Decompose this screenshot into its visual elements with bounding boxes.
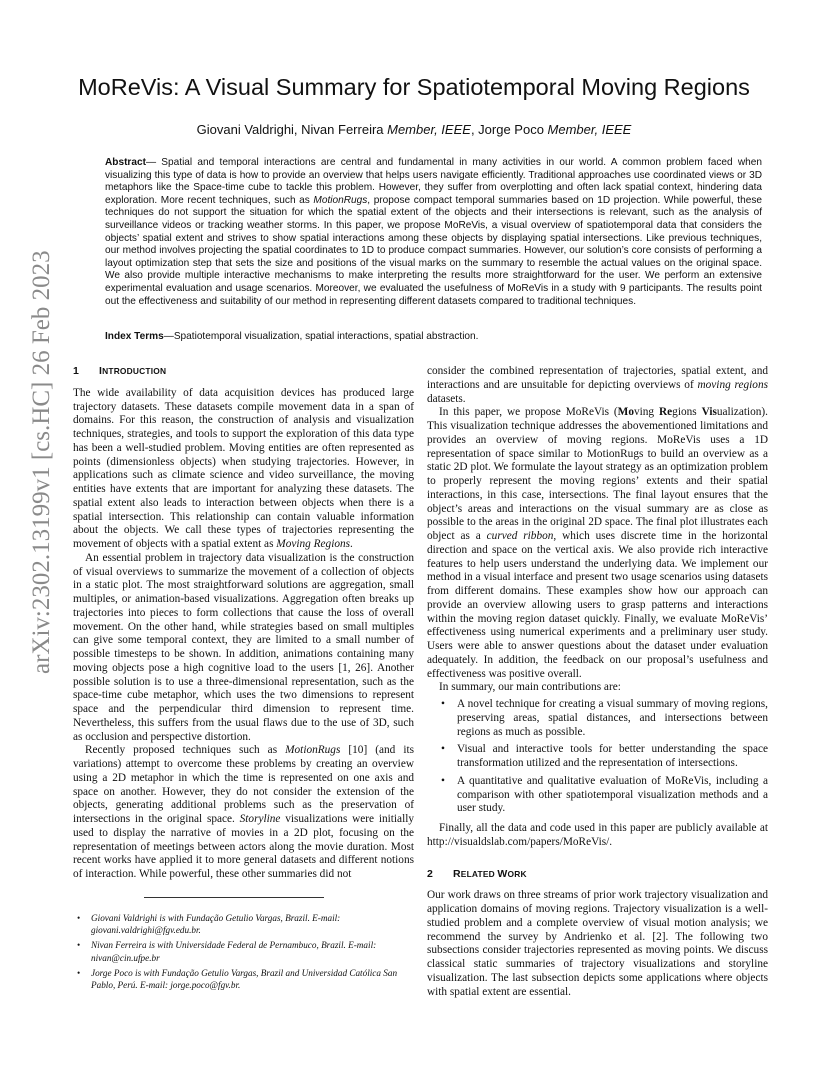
intro-paragraph-4	[427, 406, 768, 681]
bold-letters: Vis	[701, 406, 717, 419]
author-membership-2: Member, IEEE	[547, 122, 632, 137]
bold-letters: Re	[658, 406, 673, 419]
abstract-text-rest: , propose compact temporal summaries based on 1D projection. While powerful, these techniques do not support the situation for which the spatial extent of the objects and their intersections is relevant, such as the analysis of surveillance videos or tracking weather storms. In this paper, we propose MoReVis, a visual overview of spatiotemporal data that considers the objects’ spatial extent and strives to show spatial interactions among these objects by displaying spatial intersections. Like previous techniques, our method involves projecting the spatial coordinates to 1D to produce compact summaries. However, our solution’s core consists of performing a layout optimization step that sets the size and positions of the visual marks on the summary to resemble the actual values on the original space. We also provide multiple interactive mechanisms to make interpreting the results more straightforward for the user. We perform an extensive experimental evaluation and usage scenarios. Moreover, we evaluated the usefulness of MoReVis in a study with 9 participants. The results point out the effectiveness and suitability of our method in representing different datasets compared to traditional techniques.	[105, 194, 762, 307]
author-membership-1: Member, IEEE	[387, 122, 471, 137]
author-names-1: Giovani Valdrighi, Nivan Ferreira	[196, 122, 388, 137]
section-title-rest: ORK	[507, 868, 527, 879]
section-number: 2	[427, 867, 434, 880]
italic-term: Storyline	[239, 813, 281, 825]
intro-paragraph-1	[73, 387, 414, 552]
section-heading-introduction	[73, 365, 414, 379]
abstract-label: Abstract	[105, 157, 146, 168]
section-title-initial: W	[497, 867, 508, 880]
section-number: 1	[73, 365, 80, 377]
section-title-initial: R	[453, 867, 461, 880]
index-terms-label: Index Terms	[105, 331, 164, 342]
paragraph-text: The wide availability of data acquisition devices has produced large trajectory datasets. These datasets compile movement data in a span of domains. For this reason, the construction of analysis and visualization techniques, strategies, and tools to support the exploration of this data type has been a well-studied problem. Moving entities are often represented as points (dimensionless objects) when studying trajectories. However, in applications such as climate science and video surveillance, the moving entities have extents that are important for analyzing these datasets. The spatial extent also leads to interaction between objects when there is a spatial intersection. This relationship can contain valuable information about the objects. We call these types of trajectories representing the movement of objects with a spatial extent as	[73, 386, 414, 550]
right-column	[427, 365, 768, 999]
section-title-initial: I	[99, 365, 103, 377]
index-terms	[105, 331, 762, 342]
footnote-divider	[144, 897, 324, 898]
bold-letters: Mo	[617, 406, 634, 419]
footnotes	[73, 912, 414, 994]
contribution-item: • Visual and interactive tools for better understanding the space transformation utilized and the representation of intersections.	[427, 743, 768, 771]
contribution-item: • A novel technique for creating a visual summary of moving regions, preserving areas, spatial distances, and intersections between regions as much as possible.	[427, 698, 768, 739]
abstract-text: — Spatial and temporal interactions are central and fundamental in many activities in our world. A common problem faced when visualizing this type of data is how to provide an overview that helps users navigate efficiently. Traditional approaches use coordinated views or 3D metaphors like the Space-time cube to tackle this problem. However, they suffer from overplotting and often lack spatial context, hindering data exploration. More recent techniques, such as	[105, 157, 762, 206]
intro-paragraph-3	[73, 744, 414, 882]
contribution-item: • A quantitative and qualitative evaluation of MoReVis, including a comparison with other spatiotemporal visualization methods and a user study.	[427, 775, 768, 816]
abstract	[105, 157, 762, 308]
paper-title: MoReVis: A Visual Summary for Spatiotemporal Moving Regions	[78, 74, 750, 100]
section-title-rest: NTRODUCTION	[102, 366, 167, 376]
author-names-2: , Jorge Poco	[470, 122, 548, 137]
section-title-rest: ELATED	[460, 868, 498, 879]
paragraph-text: datasets.	[427, 392, 466, 405]
paragraph-text: Recently proposed techniques such as	[85, 744, 286, 757]
index-terms-text: —Spatiotemporal visualization, spatial interactions, spatial abstraction.	[163, 331, 479, 342]
left-column	[73, 365, 414, 882]
footnote-item: • Nivan Ferreira is with Universidade Federal de Pernambuco, Brazil. E-mail: nivan@cin.ufpe.br	[73, 939, 414, 963]
paragraph-text: .	[350, 538, 353, 550]
abstract-italic: MotionRugs	[313, 194, 368, 206]
footnote-item: • Jorge Poco is with Fundação Getulio Vargas, Brazil and Universidad Católica San Pablo, Perú. E-mail: jorge.poco@fgv.br.	[73, 967, 414, 991]
intro-paragraph-continued	[427, 365, 768, 406]
arxiv-identifier: arXiv:2302.13199v1 [cs.HC] 26 Feb 2023	[28, 250, 55, 674]
paragraph-text: visualizations were initially used to display the narrative of movies in a 2D plot, focusing on the representation of meetings between actors along the movie duration. Most recent works have applied it to more general datasets and different notions of interaction. While powerful, these other summaries did not	[73, 813, 414, 880]
contributions-list	[427, 698, 768, 816]
italic-term: moving regions	[697, 378, 768, 391]
section-heading-related-work	[427, 868, 768, 882]
paragraph-text: gions	[672, 406, 702, 419]
availability-paragraph: Finally, all the data and code used in this paper are publicly available at http://visualdslab.com/papers/MoReVis/.	[427, 822, 768, 848]
related-work-paragraph: Our work draws on three streams of prior work trajectory visualization and application domains of moving regions. Trajectory visualization is a well-studied problem and a complete overview of visual motion analysis; we recommend the survey by Andrienko et al. [2]. The following two subsections consider trajectories represented as moving points. We discuss classical static summaries of trajectory visualizations and storyline visualization. The last subsection depicts some applications where objects with spatial extent are essential.	[427, 889, 768, 998]
paragraph-text: , which uses discrete time in the horizontal direction and space on the vertical axis. We also provide rich interactive features to help users understand the underlying data. We implement our method in a visual interface and present two usage scenarios using datasets from different domains. These examples show how our approach can provide an overview allowing users to grasp patterns and interactions within the moving region dataset quickly. Finally, we evaluate MoReVis’ effectiveness using numerical experiments and a preliminary user study. Users were able to answer questions about the dataset under evaluation adequately. In addition, the feedback on our proposal’s usefulness and effectiveness was positive overall.	[427, 530, 769, 680]
italic-term: curved ribbon	[486, 530, 554, 542]
intro-paragraph-2: An essential problem in trajectory data visualization is the construction of visual overviews to summarize the movement of a collection of objects in a static plot. The most straightforward solutions are aggregation, small multiples, or animation-based visualizations. Aggregation often breaks up trajectories into pieces to form collections that cause the loss of overall movement. On the other hand, while strategies based on small multiples can give some temporal context, they are limited to a small number of possible timesteps to be shown. In addition, animations containing many moving objects pose a high cognitive load to the users [1, 26]. Another possible solution is to use a three-dimensional representation, such as the space-time cube metaphor, which uses the two dimensions to represent space and the perpendicular third dimension to represent time. Nevertheless, this suffers from the usual flaws due to the use of 3D, such as occlusion and perspective distortion.	[73, 551, 414, 743]
paragraph-text: In this paper, we propose MoReVis (	[439, 406, 618, 419]
paragraph-text: consider the combined representation of trajectories, spatial extent, and interactions and are unsuitable for depicting overviews of	[427, 365, 768, 391]
paragraph-text: ving	[633, 406, 659, 419]
contributions-intro: In summary, our main contributions are:	[439, 681, 621, 694]
paragraph-text: [10] (and its variations) attempt to overcome these problems by creating an overview using a 2D metaphor in which the time is represented on one axis and space on another. However, they do not consider the extension of the objects, generating additional problems such as the preservation of intersections in the original space.	[73, 744, 414, 825]
author-line	[0, 122, 828, 137]
italic-term: Moving Regions	[276, 538, 351, 550]
paragraph-text: ualization). This visualization technique addresses the abovementioned limitations and provides an overview of moving regions. MoReVis uses a 1D representation of space similar to MotionRugs to build an overview as a static 2D plot. We formulate the layout strategy as an optimization problem to properly represent the moving regions’ extents and their spatial interactions, in this case, intersections. The final layout ensures that the object’s areas and interactions on the visual summary are as close as possible to the areas in the original 2D space. The final plot illustrates each object as a	[427, 406, 768, 542]
italic-term: MotionRugs	[285, 744, 341, 757]
footnote-item: • Giovani Valdrighi is with Fundação Getulio Vargas, Brazil. E-mail: giovani.valdrighi@fgv.edu.br.	[73, 912, 414, 936]
